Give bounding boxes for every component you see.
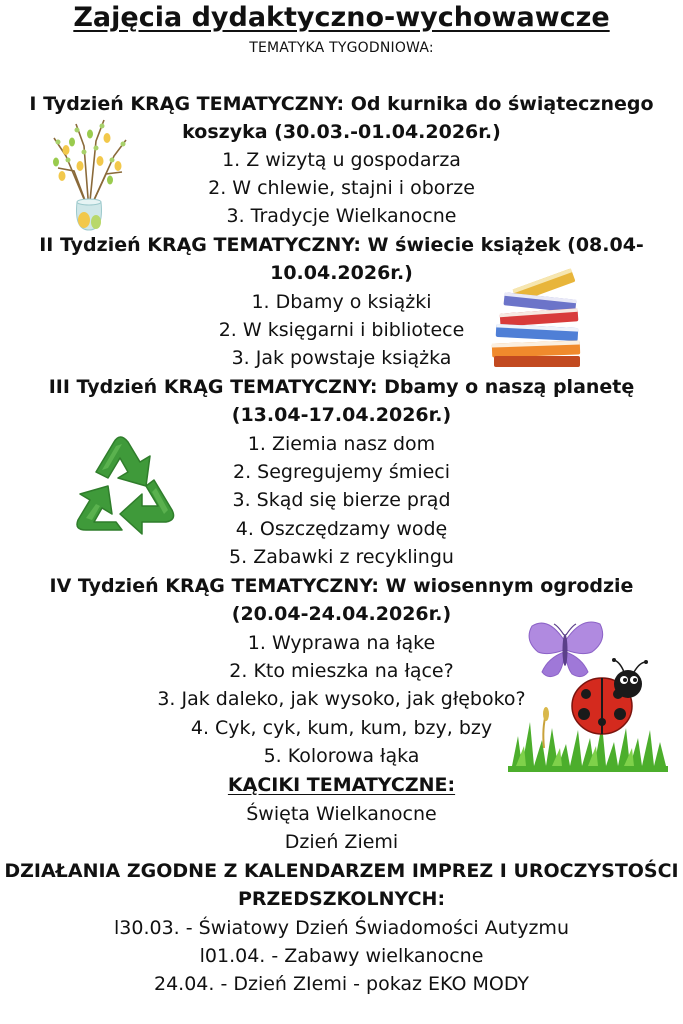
week-4-topic: 1. Wyprawa na łąke: [247, 632, 436, 654]
recycle-icon: [56, 422, 186, 550]
week-1-topic: 3. Tradycje Wielkanocne: [226, 205, 457, 227]
week-3-heading-line1: III Tydzień KRĄG TEMATYCZNY: Dbamy o naszą planetę: [48, 376, 635, 398]
week-2-heading-line2: 10.04.2026r.): [270, 262, 413, 284]
week-2-topic: 1. Dbamy o książki: [251, 291, 432, 313]
week-3-topic: 2. Segregujemy śmieci: [232, 461, 451, 483]
butterfly-ladybug-icon: [508, 618, 668, 772]
week-1-topic: 2. W chlewie, stajni i oborze: [208, 177, 475, 199]
event-item: 24.04. - Dzień ZIemi - pokaz EKO MODY: [153, 973, 530, 995]
week-4-heading-line1: IV Tydzień KRĄG TEMATYCZNY: W wiosennym ogrodzie: [49, 575, 634, 597]
week-3-heading-line2: (13.04-17.04.2026r.): [231, 404, 452, 426]
week-1-topic: 1. Z wizytą u gospodarza: [222, 149, 461, 171]
week-2-topic: 3. Jak powstaje książka: [231, 347, 452, 369]
corner-item: Dzień Ziemi: [284, 831, 399, 853]
week-3-topic: 5. Zabawki z recyklingu: [229, 546, 454, 568]
easter-branch-icon: [44, 116, 134, 232]
corners-heading: KĄCIKI TEMATYCZNE:: [227, 774, 456, 796]
week-3-topic: 3. Skąd się bierze prąd: [232, 489, 451, 511]
events-heading-line1: DZIAŁANIA ZGODNE Z KALENDARZEM IMPREZ I UROCZYSTOŚCI: [4, 860, 679, 882]
butterfly-icon: [529, 622, 603, 677]
week-2-heading-line1: II Tydzień KRĄG TEMATYCZNY: W świecie książek (08.04-: [39, 234, 644, 256]
books-stack-icon: [486, 266, 592, 370]
page-subtitle: TEMATYKA TYGODNIOWA:: [249, 40, 434, 56]
week-4-topic: 4. Cyk, cyk, kum, kum, bzy, bzy: [190, 717, 493, 739]
event-item: l30.03. - Światowy Dzień Świadomości Autyzmu: [114, 917, 569, 939]
page-title: Zajęcia dydaktyczno-wychowawcze: [73, 2, 610, 33]
week-1-heading-line2: koszyka (30.03.-01.04.2026r.): [182, 121, 501, 143]
week-4-topic: 5. Kolorowa łąka: [263, 745, 420, 767]
week-1-heading-line1: I Tydzień KRĄG TEMATYCZNY: Od kurnika do świątecznego: [29, 93, 654, 115]
week-4-heading-line2: (20.04-24.04.2026r.): [231, 603, 452, 625]
week-2-topic: 2. W księgarni i bibliotece: [218, 319, 465, 341]
week-4-topic: 3. Jak daleko, jak wysoko, jak głęboko?: [157, 688, 526, 710]
week-4-topic: 2. Kto mieszka na łące?: [229, 660, 454, 682]
event-item: l01.04. - Zabawy wielkanocne: [199, 945, 484, 967]
events-heading-line2: PRZEDSZKOLNYCH:: [237, 888, 446, 910]
week-3-topic: 4. Oszczędzamy wodę: [235, 518, 448, 540]
corner-item: Święta Wielkanocne: [246, 803, 437, 825]
week-3-topic: 1. Ziemia nasz dom: [247, 433, 436, 455]
